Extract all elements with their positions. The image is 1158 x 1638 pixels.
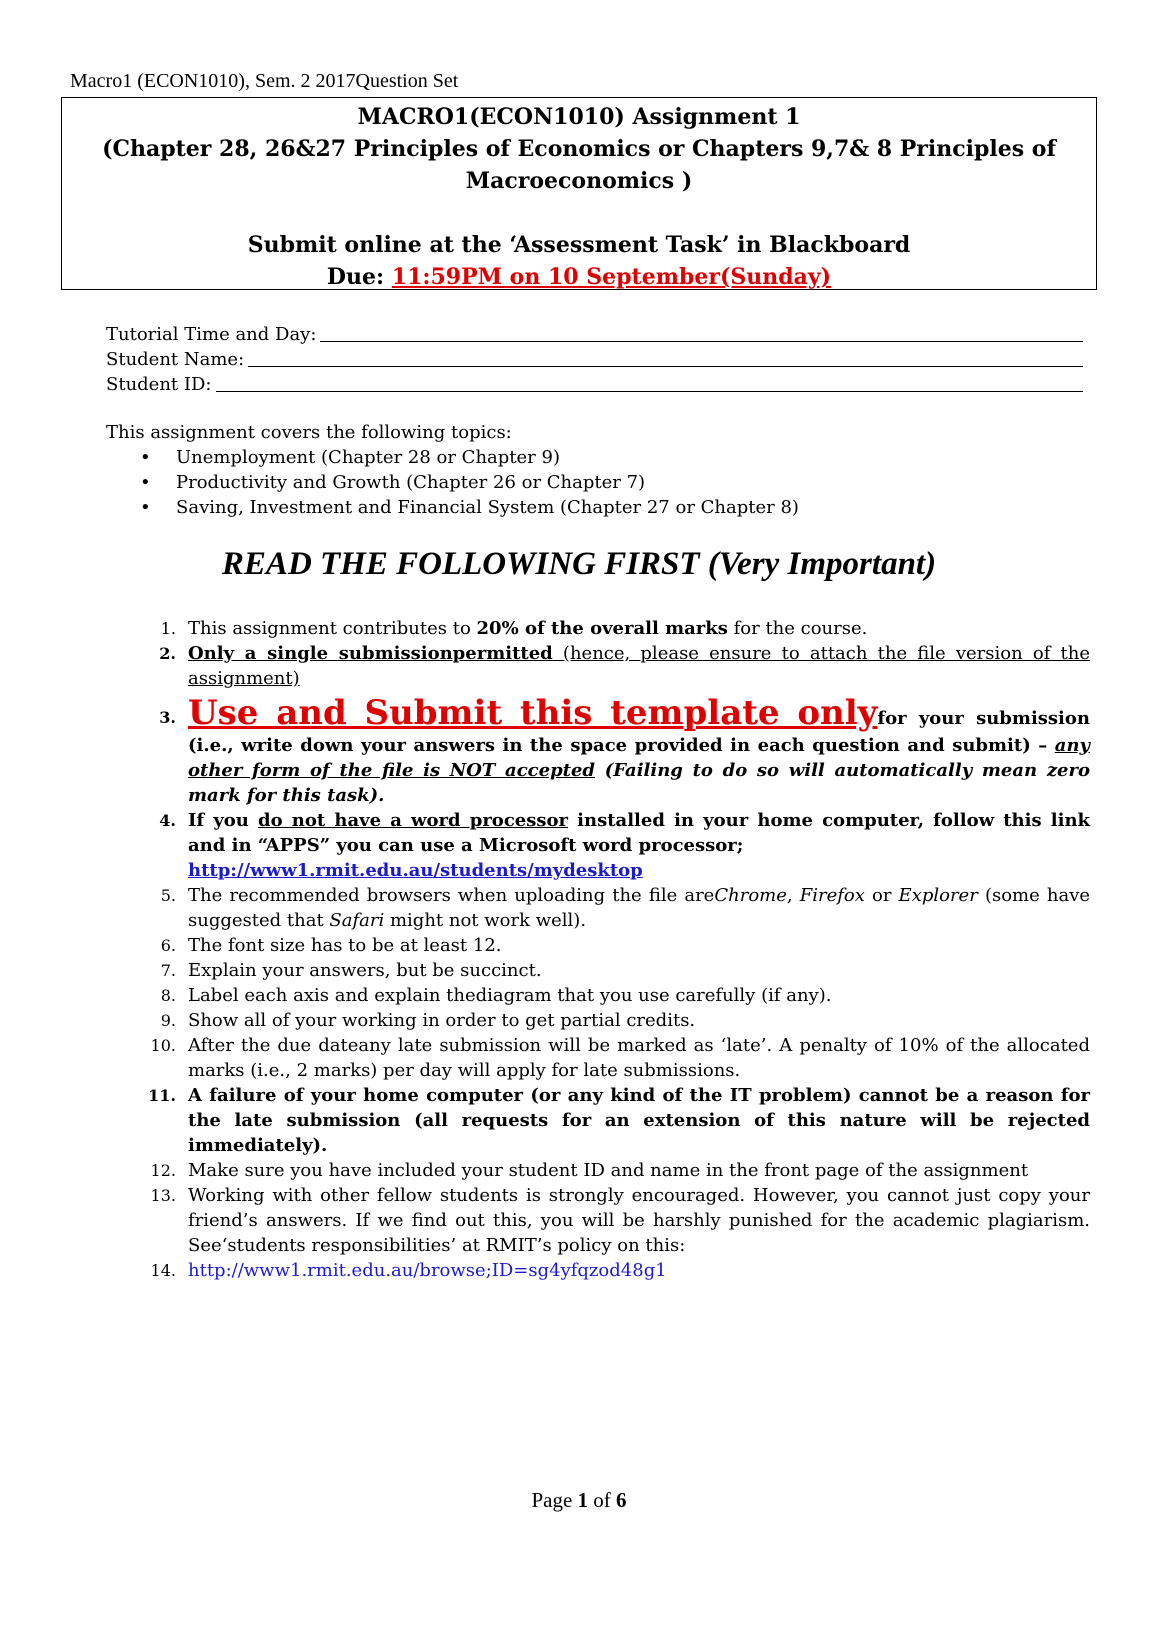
submit-instruction: Submit online at the ‘Assessment Task’ in Blackboard [247, 232, 911, 258]
tutorial-line[interactable] [320, 341, 1083, 342]
bullet-icon: • [140, 447, 151, 468]
student-id-line[interactable] [216, 391, 1084, 392]
mydesktop-link[interactable]: http://www1.rmit.edu.au/students/mydesktop [188, 860, 643, 881]
rule-item: 11. A failure of your home computer (or any kind of the IT problem) cannot be a reason for the late submission (all requests for an extension of this nature will be rejected immediately). [148, 1085, 1090, 1156]
page-number: 1 [577, 1488, 589, 1512]
page-footer: Page 1 of 6 [531, 1488, 627, 1512]
rule-item: 7. Explain your answers, but be succinct. [160, 960, 542, 981]
title-box [61, 97, 1097, 290]
rule-item: 12. Make sure you have included your student ID and name in the front page of the assignment [150, 1160, 1029, 1181]
bullet-icon: • [140, 472, 151, 493]
rule-item: 14. http://www1.rmit.edu.au/browse;ID=sg4yfqzod48g1 [150, 1260, 667, 1281]
tutorial-field[interactable] [106, 322, 1083, 347]
page-total: 6 [616, 1488, 627, 1512]
template-warning: Use and Submit this template only [188, 693, 878, 733]
bullet-icon: • [140, 497, 151, 518]
topic-item: • Saving, Investment and Financial System (Chapter 27 or Chapter 8) [140, 497, 799, 518]
assignment-title: MACRO1(ECON1010) Assignment 1 [357, 104, 801, 130]
chapters-line-2: Macroeconomics ) [465, 168, 693, 194]
rules-list [140, 616, 1090, 1283]
student-name-field[interactable] [106, 347, 1083, 372]
topic-item: • Productivity and Growth (Chapter 26 or Chapter 7) [140, 472, 646, 493]
rule-item: 2. Only a single submissionpermitted (hence, please ensure to attach the file version of the assignment) [159, 643, 1091, 689]
rule-item: 1. This assignment contributes to 20% of the overall marks for the course. [160, 618, 868, 639]
student-name-line[interactable] [248, 366, 1083, 367]
student-details-form [106, 322, 1083, 397]
topics-intro: This assignment covers the following topics: [106, 422, 512, 443]
policy-link[interactable]: http://www1.rmit.edu.au/browse;ID=sg4yfqzod48g1 [188, 1260, 667, 1281]
rule-item: 10. After the due dateany late submission will be marked as ‘late’. A penalty of 10% of the allocated marks (i.e., 2 marks) per day will apply for late submissions. [150, 1035, 1090, 1081]
due-date-value: 11:59PM on 10 September(Sunday) [391, 264, 832, 290]
student-name-label: Student Name: [106, 349, 245, 370]
rule-item: 4. If you do not have a word processor installed in your home computer, follow this link and in “APPS” you can use a Microsoft word processor; http://www1.rmit.edu.au/students/mydesktop [159, 810, 1091, 881]
topic-item: • Unemployment (Chapter 28 or Chapter 9) [140, 447, 560, 468]
student-id-label: Student ID: [106, 374, 212, 395]
rule-item: 13. Working with other fellow students is strongly encouraged. However, you cannot just copy your friend’s answers. If we find out this, you will be harshly punished for the academic plagiarism. See‘students responsibilities’ at RMIT’s policy on this: [150, 1185, 1090, 1256]
rule-item: 6. The font size has to be at least 12. [160, 935, 502, 956]
rule-item: 3. Use and Submit this template onlyfor your submission (i.e., write down your answers in the space provided in each question and submit) – any other form of the file is NOT accepted (Failing to do so will automatically mean zero mark for this task). [159, 693, 1090, 806]
running-header: Macro1 (ECON1010), Sem. 2 2017Question Set [70, 70, 459, 92]
tutorial-label: Tutorial Time and Day: [106, 324, 317, 345]
rule-item: 5. The recommended browsers when uploading the file areChrome, Firefox or Explorer (some have suggested that Safari might not work well). [160, 885, 1091, 931]
rule-item: 9. Show all of your working in order to get partial credits. [160, 1010, 696, 1031]
due-date: Due: 11:59PM on 10 September(Sunday) [326, 264, 832, 290]
rule-item: 8. Label each axis and explain thediagram that you use carefully (if any). [160, 985, 832, 1006]
read-first-heading: READ THE FOLLOWING FIRST (Very Important) [221, 546, 937, 582]
topics-list [106, 445, 1083, 520]
topics-section [106, 420, 1083, 520]
student-id-field[interactable] [106, 372, 1083, 397]
chapters-line: (Chapter 28, 26&27 Principles of Economics or Chapters 9,7& 8 Principles of [102, 136, 1056, 162]
